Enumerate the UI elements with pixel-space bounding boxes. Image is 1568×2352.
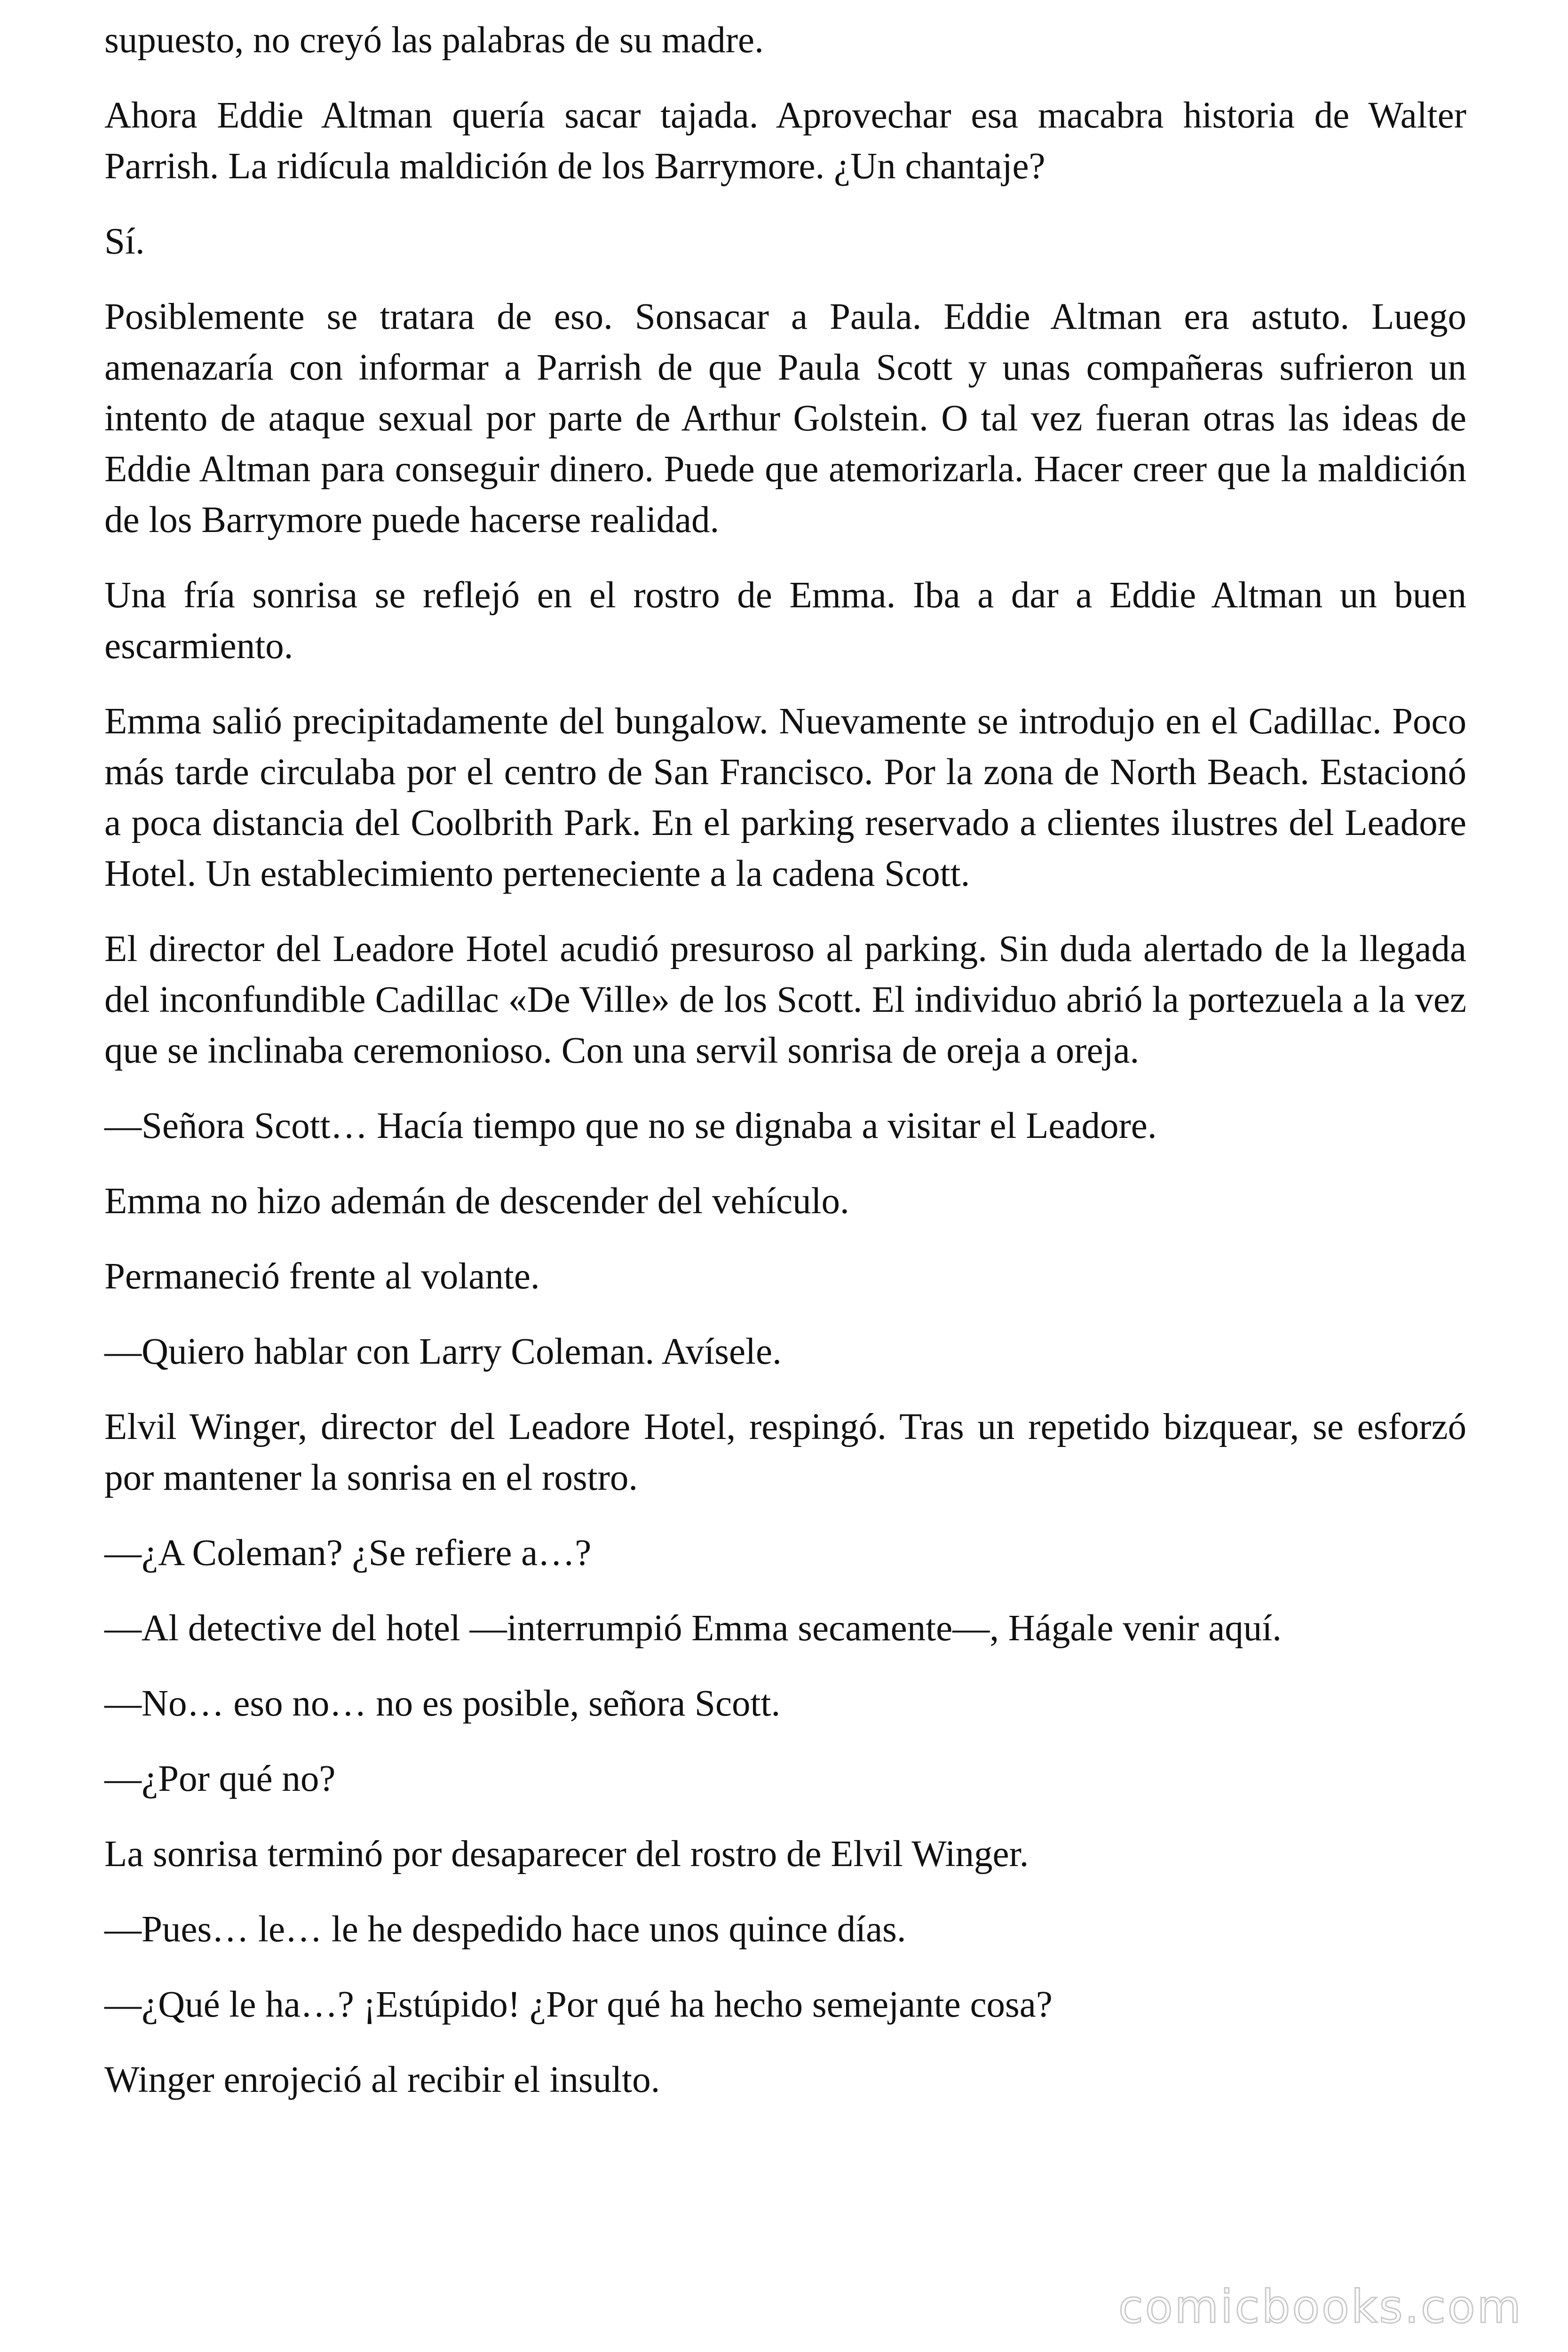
watermark-text: comicbooks.com xyxy=(1118,2280,1523,2333)
paragraph-9: Emma no hizo ademán de descender del vehículo. xyxy=(104,1181,849,1222)
paragraph-7: El director del Leadore Hotel acudió presuroso al parking. Sin duda alertado de la llegada del inconfundible Cadillac «De Ville» de los Scott. El individuo abrió la portezuela a la vez que se inclinaba ceremonioso. Con una servil sonrisa de oreja a oreja. xyxy=(104,929,1466,1071)
paragraph-4: Posiblemente se tratara de eso. Sonsacar a Paula. Eddie Altman era astuto. Luego amenazaría con informar a Parrish de que Paula Scott y unas compañeras sufrieron un intento de ataque sexual por parte de Arthur Golstein. O tal vez fueran otras las ideas de Eddie Altman para conseguir dinero. Puede que atemorizarla. Hacer creer que la maldición de los Barrymore puede hacerse realidad. xyxy=(104,296,1466,540)
paragraph-10: Permaneció frente al volante. xyxy=(104,1256,540,1297)
paragraph-3: Sí. xyxy=(104,221,145,262)
paragraph-6: Emma salió precipitadamente del bungalow. Nuevamente se introdujo en el Cadillac. Poco más tarde circulaba por el centro de San Francisco. Por la zona de North Beach. Estacionó a poca distancia del Coolbrith Park. En el parking reservado a clientes ilustres del Leadore Hotel. Un establecimiento perteneciente a la cadena Scott. xyxy=(104,701,1466,894)
paragraph-1: supuesto, no creyó las palabras de su madre. xyxy=(104,20,764,61)
paragraph-2: Ahora Eddie Altman quería sacar tajada. Aprovechar esa macabra historia de Walter Parrish. La ridícula maldición de los Barrymore. ¿Un chantaje? xyxy=(104,95,1466,187)
paragraph-17: La sonrisa terminó por desaparecer del rostro de Elvil Winger. xyxy=(104,1834,1029,1875)
page-text-body xyxy=(104,15,1466,2130)
paragraph-12: Elvil Winger, director del Leadore Hotel, respingó. Tras un repetido bizquear, se esforzó por mantener la sonrisa en el rostro. xyxy=(104,1406,1466,1498)
paragraph-16: —¿Por qué no? xyxy=(104,1758,336,1799)
paragraph-11: —Quiero hablar con Larry Coleman. Avísele. xyxy=(104,1331,782,1372)
paragraph-15: —No… eso no… no es posible, señora Scott. xyxy=(104,1683,781,1724)
paragraph-20: Winger enrojeció al recibir el insulto. xyxy=(104,2059,660,2100)
paragraph-14: —Al detective del hotel —interrumpió Emma secamente—, Hágale venir aquí. xyxy=(104,1608,1282,1649)
paragraph-18: —Pues… le… le he despedido hace unos quince días. xyxy=(104,1909,906,1950)
paragraph-5: Una fría sonrisa se reflejó en el rostro de Emma. Iba a dar a Eddie Altman un buen escarmiento. xyxy=(104,575,1466,667)
paragraph-19: —¿Qué le ha…? ¡Estúpido! ¿Por qué ha hecho semejante cosa? xyxy=(104,1984,1053,2025)
paragraph-13: —¿A Coleman? ¿Se refiere a…? xyxy=(104,1533,592,1573)
paragraph-8: —Señora Scott… Hacía tiempo que no se dignaba a visitar el Leadore. xyxy=(104,1105,1157,1146)
